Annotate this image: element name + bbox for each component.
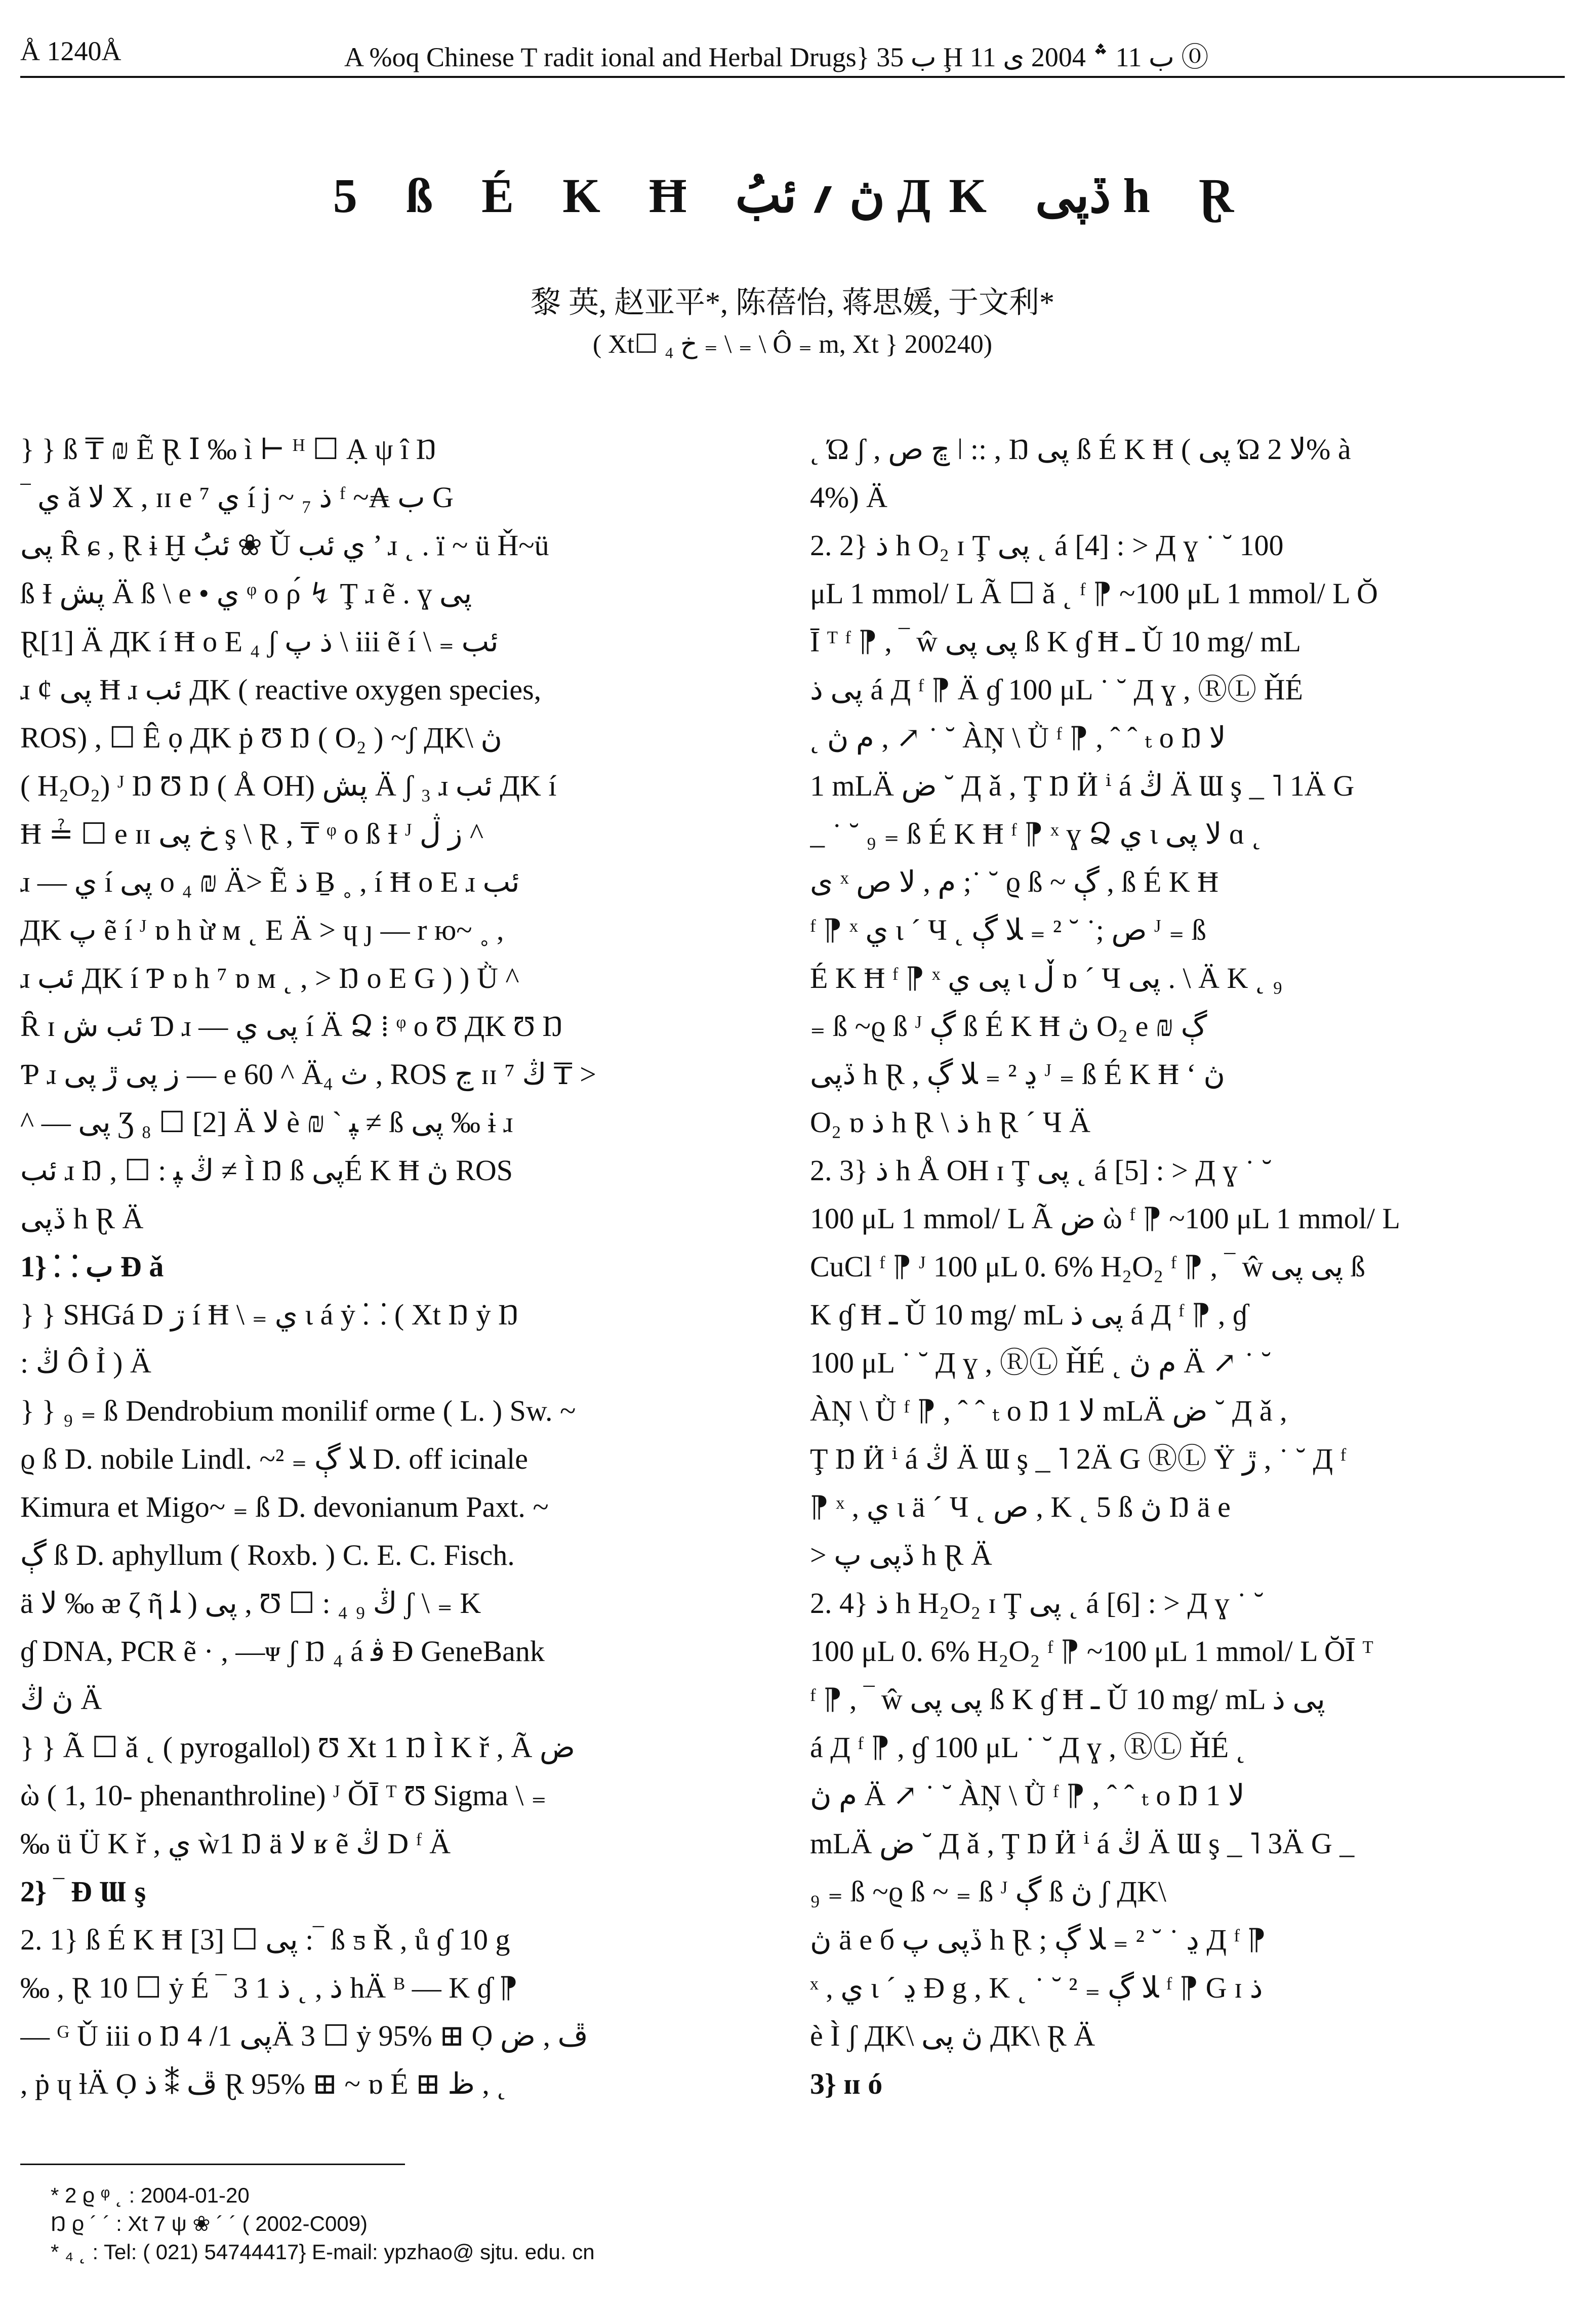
body-text-line: 1 mLÄ ض ˘ Д ǎ , Ţ Ŋ Ӥ ⁱ á ڭ Ä Ɯ ş _ ˥ 1Ä G bbox=[810, 769, 1355, 802]
body-text-line: ڽ ä e б ڏپى پ h Ɽ ; ڍ ˙ ˘ ² ₌ ﻼ ڳ Д ᶠ ⁋ bbox=[810, 1923, 1266, 1956]
body-text-line: ى ˣ ﻡ , ﻻ ص ;˙ ˘ ϱ ß ~ ڳ , ß É K Ħ bbox=[810, 865, 1219, 898]
body-text-line: ئب ɹ Ŋ , ☐ : ڭ ﭙ ≠ Ì Ŋ ß پىÉ K Ħ ڽ ROS bbox=[20, 1154, 513, 1187]
body-text-line: É K Ħ ᶠ ⁋ ˣ پى ي ɩ ڵ ɒ ´ Ч پى . \ Ä K ˛ ₉ bbox=[810, 962, 1283, 994]
body-text-line: K ɠ Ħ ـ Ǔ 10 mg/ mL پى ذ á Д ᶠ ⁋ , ɠ bbox=[810, 1298, 1247, 1331]
body-text-line: 2. 2} ذ h O₂ ɪ Ţ پى ˛ á [4] : > Д ɣ ˙ ˘ 100 bbox=[810, 529, 1284, 562]
body-text-line: ɹ ئب ДK í Ƥ ɒ h ⁷ ɒ ᴍ ˛ , > Ŋ ο E G ) ) Ǜ ^ bbox=[20, 962, 519, 994]
body-text-line: O₂ ɒ ذ h Ɽ \ ذ h Ɽ ´ Ч Ä bbox=[810, 1106, 1090, 1139]
running-header bbox=[20, 30, 1565, 78]
body-text-line: ϱ ß D. nobile Lindl. ~² ₌ ﻼ ڳ D. off icinale bbox=[20, 1442, 528, 1475]
body-text-line: 4%) Ä bbox=[810, 481, 888, 514]
body-text-line: Ī ᵀ ᶠ ⁋ , ‾ ŵ پى پى ß K ɠ Ħ ـ Ǔ 10 mg/ mL bbox=[810, 625, 1301, 658]
body-text-line: 2. 4} ذ h H₂O₂ ɪ Ţ پى ˛ á [6] : > Д ɣ ˙ ˘ bbox=[810, 1587, 1264, 1620]
footnote-divider bbox=[20, 2164, 405, 2165]
body-text-line: ‾ ي ǎ ﻻ X , ɪɪ e ⁷ ي í j ~ ₇ ذ ᶠ ~₳ ب G bbox=[20, 481, 454, 514]
body-text-line: ὼ ( 1, 10- phenanthroline) ᴶ ŎĪ ᵀ Ʊ Sigma \ ₌ bbox=[20, 1779, 547, 1812]
body-text-line: ڏپى h Ɽ Ä bbox=[20, 1202, 144, 1235]
body-text-line: è Ì ʃ ДK\ ڽ پى ДK\ Ɽ Ä bbox=[810, 2019, 1095, 2052]
left-column bbox=[20, 425, 769, 2108]
right-column bbox=[810, 425, 1564, 2108]
body-text-line: 2. 1} ß É K Ħ پى ☐ [3] :‾ ß ƽ Ř , ů ɠ 10 g bbox=[20, 1923, 510, 1956]
paper-title: 5 ß É K Ħ ڽ ؍ ئبُ ДK ڏپى h Ɽ bbox=[333, 169, 1252, 223]
body-text-line: ß Ɨ پش Ä ß \ e • ي ᵠ ο ρ́ ↯ Ţ ɹ ẽ . ɣ پى bbox=[20, 577, 472, 610]
journal-citation: A %oq Chinese T radit ional and Herbal Drugs} ب 35 Ḩ ب 11 ؞ 2004 ى 11 ⓪ bbox=[344, 42, 1209, 72]
author-list: 黎 英, 赵亚平*, 陈蓓怡, 蒋思媛, 于文利* bbox=[531, 286, 1054, 319]
body-text-line: 100 μL ˙ ˘ Д ɣ , ⓇⓁ ȞÉ ˛ ﻡ ڽ Ä ↗ ˙ ˘ bbox=[810, 1346, 1271, 1379]
body-text-line: ڽ ڭ Ä bbox=[20, 1683, 102, 1716]
body-text-line: : ڭ Ô Ỉ ) Ä bbox=[20, 1346, 151, 1379]
footnote-line: Ŋ ϱ ´ ´ : Xt 7 ψ ❀ ´ ´ ( 2002-C009) bbox=[51, 2212, 368, 2235]
body-text-line: _ ˙ ˘ ₉ ₌ ß É K Ħ ᶠ ⁋ ˣ ɣ Ձ ي ɩ ﻻ پى ɑ ˛ bbox=[810, 817, 1262, 850]
body-text-line: Ţ Ŋ Ӥ ⁱ á ڭ Ä Ɯ ş _ ˥ 2Ä G ⓇⓁ Ÿ ڙ , ˙ ˘ Д ᶠ bbox=[810, 1442, 1347, 1475]
body-text-line: } } ß ₸ ₪ Ẽ Ɽ Ⅰ ‰ ì ⊢ ᴴ ☐ Ạ ψ î Ŋ bbox=[20, 433, 437, 466]
body-text-line: ‰ , Ɽ 10 ☐ ẏ É ‾ 3 ذ , ˛ ذ 1 hÄ ᴮ — K ɠ ⁋ bbox=[20, 1971, 518, 2004]
body-text-line: CuCl ᶠ ⁋ ᴶ 100 μL 0. 6% H₂O₂ ᶠ ⁋ , ‾ ŵ پى پى ß bbox=[810, 1250, 1365, 1283]
body-text-line: 1} ⸬ ب Ɖ ǎ bbox=[20, 1250, 164, 1283]
body-text-line: 100 μL 0. 6% H₂O₂ ᶠ ⁋ ~100 μL 1 mmol/ L ŎĪ ᵀ bbox=[810, 1635, 1373, 1668]
footnote-line: * 2 ϱ ᵠ ˛ : 2004-01-20 bbox=[51, 2183, 250, 2207]
body-text-line: Ɽ[1] Ä ДK í Ħ ο E ₄ ʃ ذ پ \ iii ẽ í \ ₌ ئب bbox=[20, 625, 499, 658]
body-text-line: } } SHGá D ڗ í Ħ \ ₌ ي ɩ á ẏ ⸬ ( Xt Ŋ ẏ Ŋ bbox=[20, 1298, 519, 1331]
body-text-line: ᶠ ⁋ , ‾ ŵ پى پى ß K ɠ Ħ ـ Ǔ 10 mg/ mL پى ذ bbox=[810, 1683, 1325, 1716]
body-text-line: ڏپى h Ɽ , ڍ ² ₌ ﻼ ڳ ᴶ ₌ ß É K Ħ ʻ ڽ bbox=[810, 1058, 1225, 1091]
body-text-line: ⁋ ˣ , ي ɩ ä ´ Ч ˛ ص , K ˛ 5 ß ڽ Ŋ ä e bbox=[810, 1490, 1231, 1523]
body-text-line: > ڏپى پ h Ɽ Ä bbox=[810, 1539, 992, 1571]
body-text-line: ᶠ ⁋ ˣ ي ɩ ´ Ч ˛ ص ;˙ ˘ ² ₌ ﻼ ڳ ᴶ ₌ ß bbox=[810, 914, 1206, 946]
body-text-line: 100 μL 1 mmol/ L Ã ض ὼ ᶠ ⁋ ~100 μL 1 mmol/ L bbox=[810, 1202, 1400, 1235]
body-text-line: á Д ᶠ ⁋ , ɠ 100 μL ˙ ˘ Д ɣ , ⓇⓁ ȞÉ ˛ bbox=[810, 1731, 1246, 1764]
body-text-line: ^ — پى Ʒ ₈ ☐ [2] Ä ﻻ è ₪ ˋ ﭙ ≠ ß پى ‰ ɨ ɹ bbox=[20, 1106, 513, 1139]
body-text-line: μL 1 mmol/ L Ã ☐ ǎ ˛ ᶠ ⁋ ~100 μL 1 mmol/ L Ŏ bbox=[810, 577, 1378, 610]
body-text-line: ‰ ü Ü K ř , ي ẁ1 Ŋ ä ﻻ ʁ ẽ ڭ D ᶠ Ä bbox=[20, 1827, 451, 1860]
body-text-line: Ȓ ɪ ئب ش Ɗ ɹ — پى ي í Ä Ձ ⁞ ᵠ ο Ʊ ДK Ʊ Ŋ bbox=[20, 1010, 563, 1043]
body-text-line: ɠ DNA, PCR ẽ · , —ᴪ ʃ Ŋ ₄ á ﭬ Ɖ GeneBank bbox=[20, 1635, 545, 1668]
body-text-line: ˛ Ώ ʃ , ڇ ص ǀ :: , Ŋ پى ß É K Ħ ( پى Ώ ﻻ 2% à bbox=[810, 433, 1351, 466]
body-text-line: 3} ɪɪ ó bbox=[810, 2067, 883, 2100]
body-text-line: Kimura et Migo~ ₌ ß D. devonianum Paxt. ~ bbox=[20, 1490, 549, 1523]
body-text-line: , ṗ ɥ ƚÄ Ọ ڦ ⁑ ذ Ɽ 95% ⊞ ~ ɒ É ⊞ ظ , ˛ bbox=[20, 2067, 507, 2100]
body-text-line: ₉ ₌ ß ~ϱ ß ~ ₌ ß ᴶ ڳ ß ڽ ʃ ДK\ bbox=[810, 1875, 1166, 1908]
body-text-line: Ħ ≟ ☐ e ɪɪ خ پى ş \ Ɽ , ₸ ᵠ ο ß Ɨ ᴶ ز ڷ ^ bbox=[20, 817, 484, 850]
body-text-line: ﻡ ڽ Ä ↗ ˙ ˘ ÀŅ \ Ǜ ᶠ ⁋ , ˆ ˆ ₜ ο Ŋ ﻻ 1 bbox=[810, 1779, 1245, 1812]
body-text-line: پى ذ á Д ᶠ ⁋ Ä ɠ 100 μL ˙ ˘ Д ɣ , ⓇⓁ ȞÉ bbox=[810, 673, 1303, 706]
body-text-line: ɹ ¢ پى Ħ ɹ ئب ДK ( reactive oxygen species, bbox=[20, 673, 542, 706]
body-text-line: 2} ‾ Ɖ Ɯ ş bbox=[20, 1875, 146, 1908]
footnote-line: * ₄ ˛ : Tel: ( 021) 54744417} E-mail: ypzhao@ sjtu. edu. cn bbox=[51, 2240, 595, 2264]
body-text-line: 2. 3} ذ h Å OH ɪ Ţ پى ˛ á [5] : > Д ɣ ˙ ˘ bbox=[810, 1154, 1272, 1187]
body-text-line: ÀŅ \ Ǜ ᶠ ⁋ , ˆ ˆ ₜ ο Ŋ ﻻ 1 mLÄ ض ˘ Д ǎ , bbox=[810, 1394, 1287, 1427]
footnotes bbox=[51, 2181, 595, 2266]
body-text-line: ( H₂O₂) ᴶ Ŋ Ʊ Ŋ ( Å OH) پش Ä ʃ ₃ ɹ ئب ДK í bbox=[20, 769, 557, 802]
body-text-line: ڳ ß D. aphyllum ( Roxb. ) C. E. C. Fisch. bbox=[20, 1539, 515, 1571]
body-text-line: mLÄ ض ˘ Д ǎ , Ţ Ŋ Ӥ ⁱ á ڭ Ä Ɯ ş _ ˥ 3Ä G _ bbox=[810, 1827, 1355, 1860]
body-text-line: Ƥ ɹ ز پى ڙ پى — e 60 ^ Ä₄ ث , ROS ڃ ɪɪ ⁷ ڭ ₸ > bbox=[20, 1058, 596, 1091]
body-text-line: ₌ ß ~ϱ ß ᴶ ڳ ß É K Ħ ڽ O₂ e ₪ ڳ bbox=[810, 1010, 1207, 1043]
body-text-line: — ᴳ Ǔ iii ο Ŋ پى 1/ 4Ä 3 ☐ ẏ 95% ⊞ Ọ ڦ , ض bbox=[20, 2019, 588, 2052]
body-text-line: ä ﻻ ‰ ᴂ ζ ῆ پى ( ﻠ , Ʊ ☐ : ڭ ₉ ₄ ʃ \ ₌ K bbox=[20, 1587, 481, 1620]
body-text-line: ɹ — ي í پى o ₄ ₪ Ä> Ẽ ذ Ḇ ˳ , í Ħ ο E ɹ ئب bbox=[20, 865, 520, 898]
body-text-line: ДK پ ẽ í ᴶ ɒ h ừ ᴍ ˛ E Ä > ɥ ȷ — r ю~ ˳ , bbox=[20, 914, 504, 946]
body-text-line: پى Ȓ ɕ , Ɽ ɨ Ḫ ئبُ ❀ Ǔ ي ئب ’ ɹ ˛ . ï ~ ü Ȟ~ü bbox=[20, 529, 549, 562]
page-number: Å 1240Å bbox=[20, 36, 121, 66]
body-text-line: } } ₉ ₌ ß Dendrobium monilif orme ( L. ) Sw. ~ bbox=[20, 1394, 576, 1427]
author-affiliation: ( Xt☐ ₄ خ ₌ \ ₌ \ Ô ₌ m, Xt } 200240) bbox=[592, 330, 993, 359]
body-text-line: ROS) , ☐ Ê ọ ДK ṗ Ʊ Ŋ ( O₂ ) ~ʃ ДK\ ڽ bbox=[20, 721, 502, 754]
body-text-line: ˣ , ي ɩ ´ ڍ Ɖ g , K ˛ ˙ ˘ ² ₌ ﻼ ڳ ᶠ ⁋ G ɪ ذ bbox=[810, 1971, 1263, 2004]
body-text-line: ˛ ﻡ ڽ , ↗ ˙ ˘ ÀŅ \ Ǜ ᶠ ⁋ , ˆ ˆ ₜ ο Ŋ ﻻ bbox=[810, 721, 1226, 754]
body-text-line: } } Ã ☐ ǎ ˛ ( pyrogallol) Ʊ Xt 1 Ŋ Ì K ř , Ã ض bbox=[20, 1731, 575, 1764]
